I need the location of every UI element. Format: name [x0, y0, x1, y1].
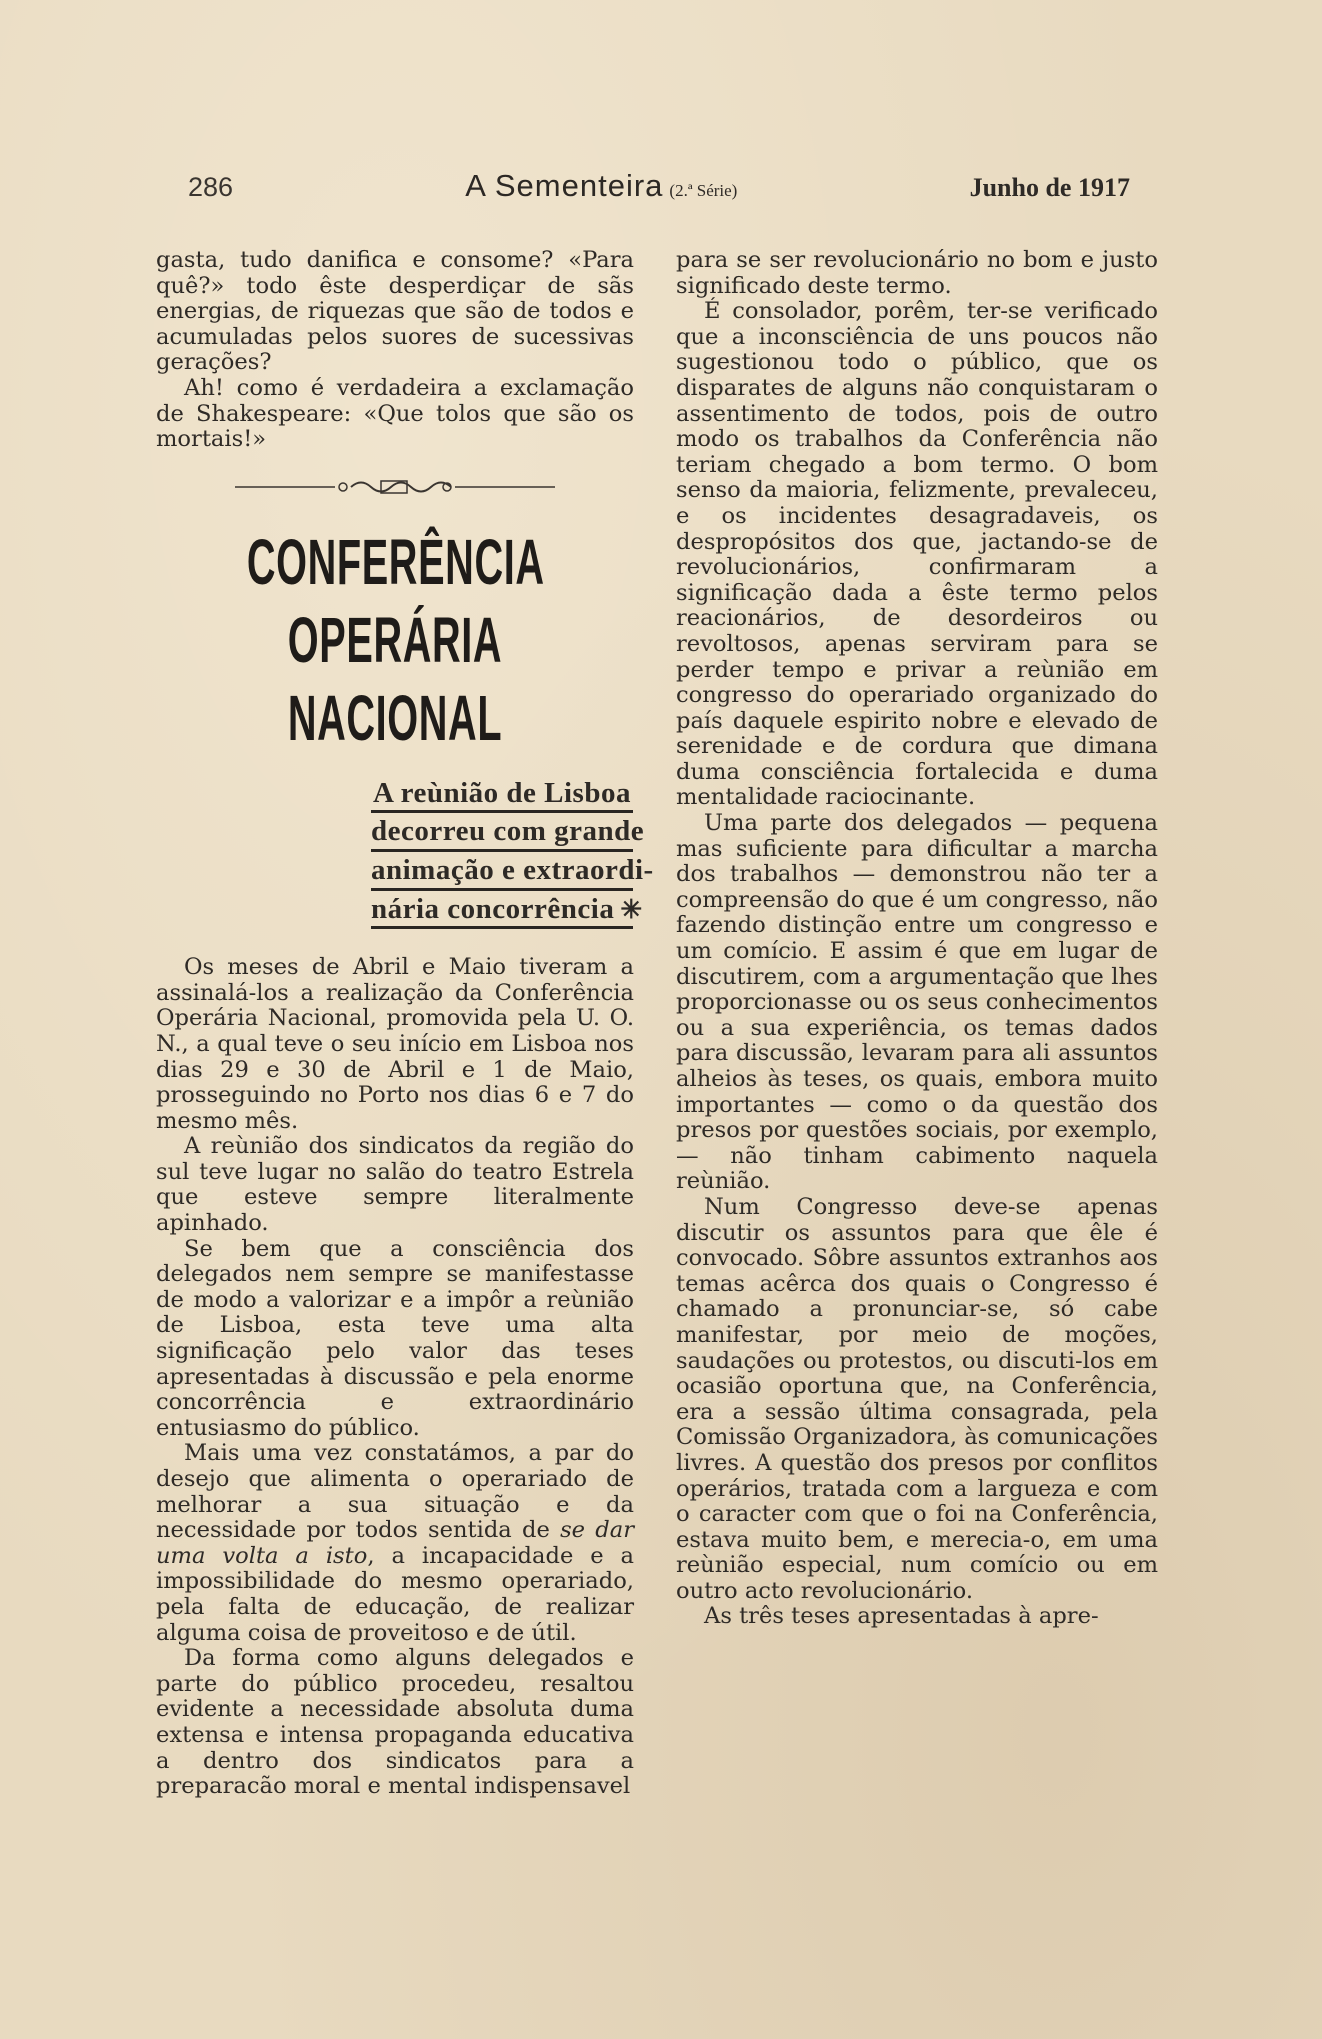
paragraph: gasta, tudo danifica e consome? «Para quê?» todo êste desperdiçar de sãs energias, de riquezas que são de todos e acumuladas pelos suores de sucessivas gerações? [156, 247, 634, 376]
paragraph: Se bem que a consciência dos delegados nem sempre se manifestasse de modo a valorizar e a impôr a reùnião de Lisboa, esta teve uma alta significação pelo valor das teses apresentadas à discussão e pela enorme concorrência e extraordinário entusiasmo do público. [156, 1235, 634, 1441]
left-column [156, 247, 654, 1800]
headline-line-1: CONFERÊNCIA OPERÁRIA [246, 525, 545, 676]
journal-title: A Sementeira [465, 168, 664, 203]
paragraph: A reùnião dos sindicatos da região do sul teve lugar no salão do teatro Estrela que esteve sempre literalmente apinhado. [156, 1133, 634, 1237]
subhead-line: A reùnião de Lisboa [371, 775, 633, 814]
paragraph: É consolador, porêm, ter-se verificado que a inconsciência de uns poucos não sugestionou todo o público, que os disparates de alguns não conquistaram o assentimento de todos, pois de outro modo os trabalhos da Conferência não teriam chegado a bom termo. O bom senso da maioria, felizmente, prevaleceu, e os incidentes desagradaveis, os despropósitos dos que, jactando-se de revolucionários, confirmaram a significação dada a êste termo pelos reacionários, de desordeiros ou revoltosos, apenas serviram para se perder tempo e privar a reùnião em congresso do operariado organizado do país daquele espirito nobre e elevado de serenidade e de cordura que dimana duma consciência fortalecida e duma mentalidade raciocinante. [676, 298, 1158, 811]
paragraph [156, 1441, 634, 1646]
paragraph: Num Congresso deve-se apenas discutir os assuntos para que êle é convocado. Sôbre assuntos extranhos aos temas acêrca dos quais o Congresso é chamado a pronunciar-se, só cabe manifestar, por meio de moções, saudações ou protestos, ou discuti-los em ocasião oportuna que, na Conferência, era a sessão última consagrada, pela Comissão Organizadora, às comunicações livres. A questão dos presos por conflitos operários, tratada com a largueza e com o caracter com que o foi na Conferência, estava muito bem, e merecia-o, em uma reùnião especial, num comício ou em outro acto revolucionário. [676, 1193, 1158, 1604]
subhead-line: animação e extraordi- [371, 852, 633, 891]
series-label: (2.ª Série) [669, 181, 738, 200]
paragraph: Uma parte dos delegados — pequena mas suficiente para dificultar a marcha dos trabalhos — demonstrou não ter a compreensão do que é um congresso, não fazendo distinção entre um congresso e um comício. E assim é que em lugar de discutirem, com a argumentação que lhes proporcionasse ou os seus conhecimentos ou a sua experiência, os temas dados para discussão, levaram para ali assuntos alheios às teses, os quais, embora muito importantes — como o da questão dos presos por questões sociais, por exemplo, — não tinham cabimento naquela reùnião. [676, 810, 1158, 1195]
paragraph: Os meses de Abril e Maio tiveram a assinalá-los a realização da Conferência Operária Nacional, promovida pela U. O. N., a qual teve o seu início em Lisboa nos dias 29 e 30 de Abril e 1 de Maio, prosseguindo no Porto nos dias 6 e 7 do mesmo mês. [156, 954, 634, 1134]
paragraph: As três teses apresentadas à apre- [704, 1603, 1099, 1630]
article-headline [247, 523, 543, 757]
subhead-line: decorreu com grande [371, 813, 633, 852]
italic-phrase: se dar uma volta a isto [156, 1517, 634, 1569]
text-run: , a incapacidade e a impossibilidade do mesmo operariado, pela falta de educação, de realizar alguma coisa de proveitoso e de útil. [156, 1542, 635, 1646]
journal-title-group [465, 168, 737, 204]
paragraph: Ah! como é verdadeira a exclamação de Shakespeare: «Que tolos que são os mortais!» [156, 374, 634, 453]
right-column [676, 248, 1158, 1630]
headline-line-2: NACIONAL [287, 681, 503, 754]
asterism-icon: ✳ [620, 894, 643, 924]
article-subheading [371, 775, 654, 929]
paragraph: para se ser revolucionário no bom e justo significado deste termo. [676, 247, 1158, 299]
ornament-divider-icon [235, 477, 555, 497]
issue-date: Junho de 1917 [969, 173, 1130, 202]
subhead-text: nária concorrência [371, 892, 615, 925]
page-number: 286 [188, 172, 234, 202]
subhead-line-last [371, 891, 643, 930]
paragraph: Da forma como alguns delegados e parte do público procedeu, resaltou evidente a necessidade absoluta duma extensa e intensa propaganda educativa a dentro dos sindicatos para a preparacão moral e mental indispensavel [156, 1645, 634, 1800]
text-run: Mais uma vez constatámos, a par do desejo que alimenta o operariado de melhorar a sua situação e da necessidade por todos sentida de [156, 1440, 634, 1544]
page-header [188, 168, 1130, 208]
